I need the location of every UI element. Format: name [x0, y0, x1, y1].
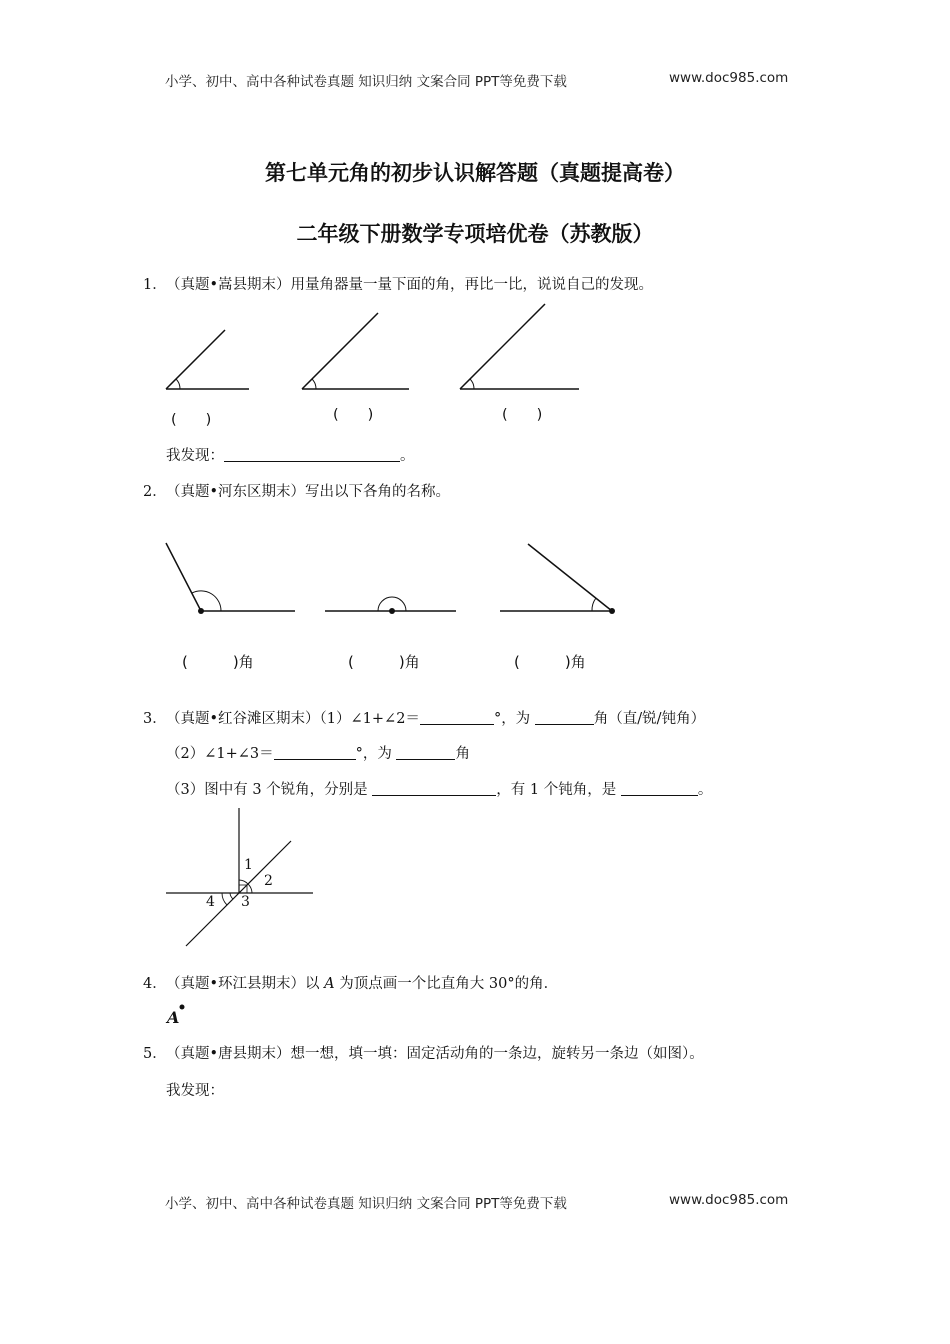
q4-text-a: （真题•环江县期末）以: [166, 976, 325, 992]
q4-text: [166, 972, 558, 993]
q3-part2-text: （2）∠1+∠3＝: [166, 746, 274, 762]
q3-part1-mid: °，为: [493, 711, 535, 727]
q3-label-2: 2: [264, 873, 273, 889]
q4-text-b: 为顶点画一个比直角大 30°的角．: [334, 976, 559, 992]
q5-found-label: 我发现：: [166, 1083, 224, 1099]
q3-part3-text: （3）图中有 3 个锐角，分别是: [166, 782, 373, 798]
q3-part1-text: （真题•红谷滩区期末）（1）∠1+∠2＝: [166, 711, 420, 727]
q1-number: 1．: [143, 277, 167, 293]
page-subtitle: 二年级下册数学专项培优卷（苏教版）: [296, 222, 654, 246]
q3-label-3: 3: [241, 894, 250, 910]
q4-number: 4．: [143, 976, 167, 992]
q1-text: （真题•嵩县期末）用量角器量一量下面的角，再比一比，说说自己的发现。: [166, 277, 654, 293]
header-text: 小学、初中、高中各种试卷真题 知识归纳 文案合同 PPT等免费下载: [165, 74, 567, 90]
q3-part1-end: 角（直/锐/钝角）: [593, 711, 706, 727]
q1-answer-3[interactable]: ( ): [502, 407, 543, 423]
q1-answer-2[interactable]: ( ): [333, 407, 374, 423]
q5-number: 5．: [143, 1046, 167, 1062]
q2-answer-2[interactable]: ( )角: [348, 653, 420, 671]
q3-number: 3．: [143, 711, 167, 727]
q3-part3-mid: ，有 1 个钝角，是: [496, 782, 621, 798]
q3-part2-end: 角: [455, 746, 470, 762]
page-title: 第七单元角的初步认识解答题（真题提高卷）: [265, 161, 685, 185]
q5-text: （真题•唐县期末）想一想，填一填：固定活动角的一条边，旋转另一条边（如图）。: [166, 1046, 704, 1062]
header-site[interactable]: www.doc985.com: [669, 70, 789, 86]
q2-number: 2．: [143, 484, 167, 500]
q1-found-label: 我发现：: [166, 448, 224, 464]
q3-part3-end: 。: [697, 782, 713, 798]
q1-answer-1[interactable]: ( ): [171, 412, 212, 428]
q2-answer-3[interactable]: ( )角: [514, 653, 586, 671]
q3-label-4: 4: [206, 894, 215, 910]
footer-site[interactable]: www.doc985.com: [669, 1192, 789, 1208]
footer-text: 小学、初中、高中各种试卷真题 知识归纳 文案合同 PPT等免费下载: [165, 1196, 567, 1212]
q2-answer-1[interactable]: ( )角: [182, 653, 254, 671]
q3-part2-mid: °，为: [355, 746, 397, 762]
q1-found-end: 。: [400, 448, 415, 464]
q4-point-label: A: [167, 1008, 180, 1027]
q2-text: （真题•河东区期末）写出以下各角的名称。: [166, 484, 451, 500]
q3-label-1: 1: [244, 857, 253, 873]
q4-point-label-inline: A: [324, 976, 335, 992]
